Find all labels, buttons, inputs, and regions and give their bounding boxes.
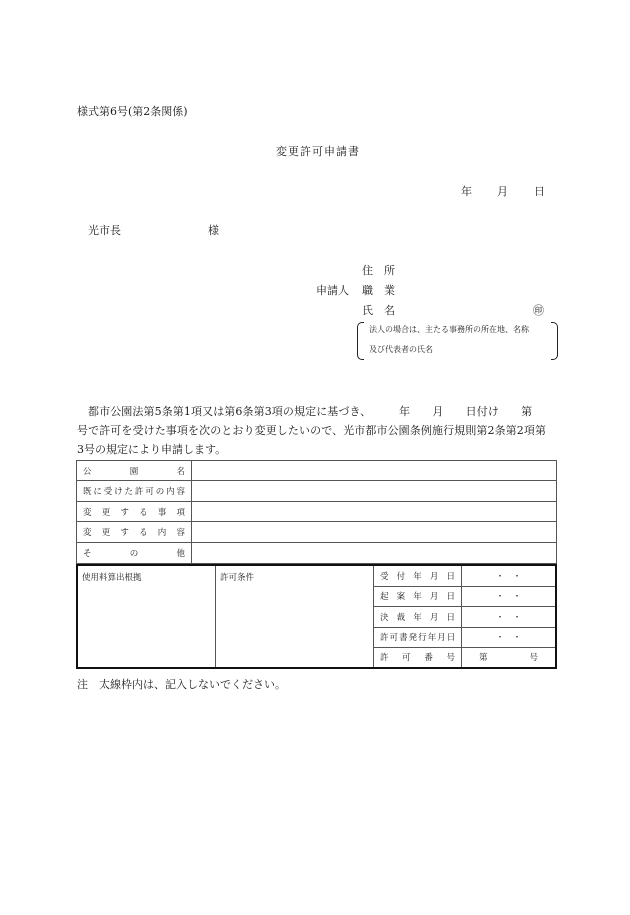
change-item-field[interactable]	[192, 502, 557, 522]
seal-mark: ㊞	[533, 304, 544, 317]
table-row	[77, 502, 557, 522]
fee-basis-label: 使用料算出根拠	[82, 573, 142, 583]
page-title: 変更許可申請書	[276, 145, 360, 158]
approval-date-label: 決裁年月日	[374, 606, 462, 627]
change-details-table	[76, 460, 557, 564]
date-month-label: 月	[497, 185, 508, 198]
approval-date-value: ・ ・	[462, 606, 557, 627]
permit-conditions-label: 許可条件	[220, 573, 255, 583]
table-row	[77, 543, 557, 564]
permit-number-label: 許可番号	[374, 647, 462, 668]
corporate-note-line2: 及び代表者の氏名	[369, 345, 433, 354]
row-label-change-item: 変更する事項	[77, 502, 192, 522]
row-label-park-name: 公園名	[77, 461, 192, 481]
note-bracket-right	[551, 322, 558, 360]
address-label: 住 所	[362, 264, 395, 277]
table-row	[77, 565, 556, 586]
permit-number-prefix: 第	[478, 653, 488, 664]
other-field[interactable]	[192, 543, 557, 564]
change-content-field[interactable]	[192, 522, 557, 543]
note-bracket-left	[357, 322, 364, 360]
permit-number-suffix: 号	[529, 653, 539, 664]
occupation-label: 職 業	[362, 284, 395, 297]
row-label-existing-permit: 既に受けた許可の内容	[77, 481, 192, 502]
office-use-table	[76, 564, 557, 669]
statement-line2: 号で許可を受けた事項を次のとおり変更したいので、光市都市公園条例施行規則第2条第2項第	[77, 424, 547, 437]
permit-number-value	[462, 647, 557, 668]
draft-date-value: ・ ・	[462, 586, 557, 606]
honorific: 様	[208, 224, 219, 237]
statement-line3: 3号の規定により申請します。	[77, 443, 227, 456]
existing-permit-field[interactable]	[192, 481, 557, 502]
addressee: 光市長	[88, 224, 121, 237]
received-date-value: ・ ・	[462, 565, 557, 586]
corporate-note-line1: 法人の場合は、主たる事務所の所在地、名称	[369, 325, 529, 334]
permit-conditions-cell	[216, 565, 374, 668]
statement-line1: 都市公園法第5条第1項又は第6条第3項の規定に基づき、 年 月 日付け 第	[88, 405, 533, 418]
draft-date-label: 起案年月日	[374, 586, 462, 606]
applicant-label: 申請人	[316, 284, 349, 297]
footer-note: 注 太線枠内は、記入しないでください。	[77, 678, 286, 691]
issue-date-value: ・ ・	[462, 627, 557, 647]
fee-basis-cell	[77, 565, 216, 668]
row-label-other: その他	[77, 543, 192, 564]
table-row	[77, 522, 557, 543]
name-label: 氏 名	[362, 304, 395, 317]
date-day-label: 日	[534, 185, 545, 198]
date-year-label: 年	[461, 185, 472, 198]
table-row	[77, 481, 557, 502]
table-row	[77, 461, 557, 481]
received-date-label: 受付年月日	[374, 565, 462, 586]
issue-date-label: 許可書発行年月日	[374, 627, 462, 647]
park-name-field[interactable]	[192, 461, 557, 481]
row-label-change-content: 変更する内容	[77, 522, 192, 543]
form-number: 様式第6号(第2条関係)	[77, 105, 188, 118]
